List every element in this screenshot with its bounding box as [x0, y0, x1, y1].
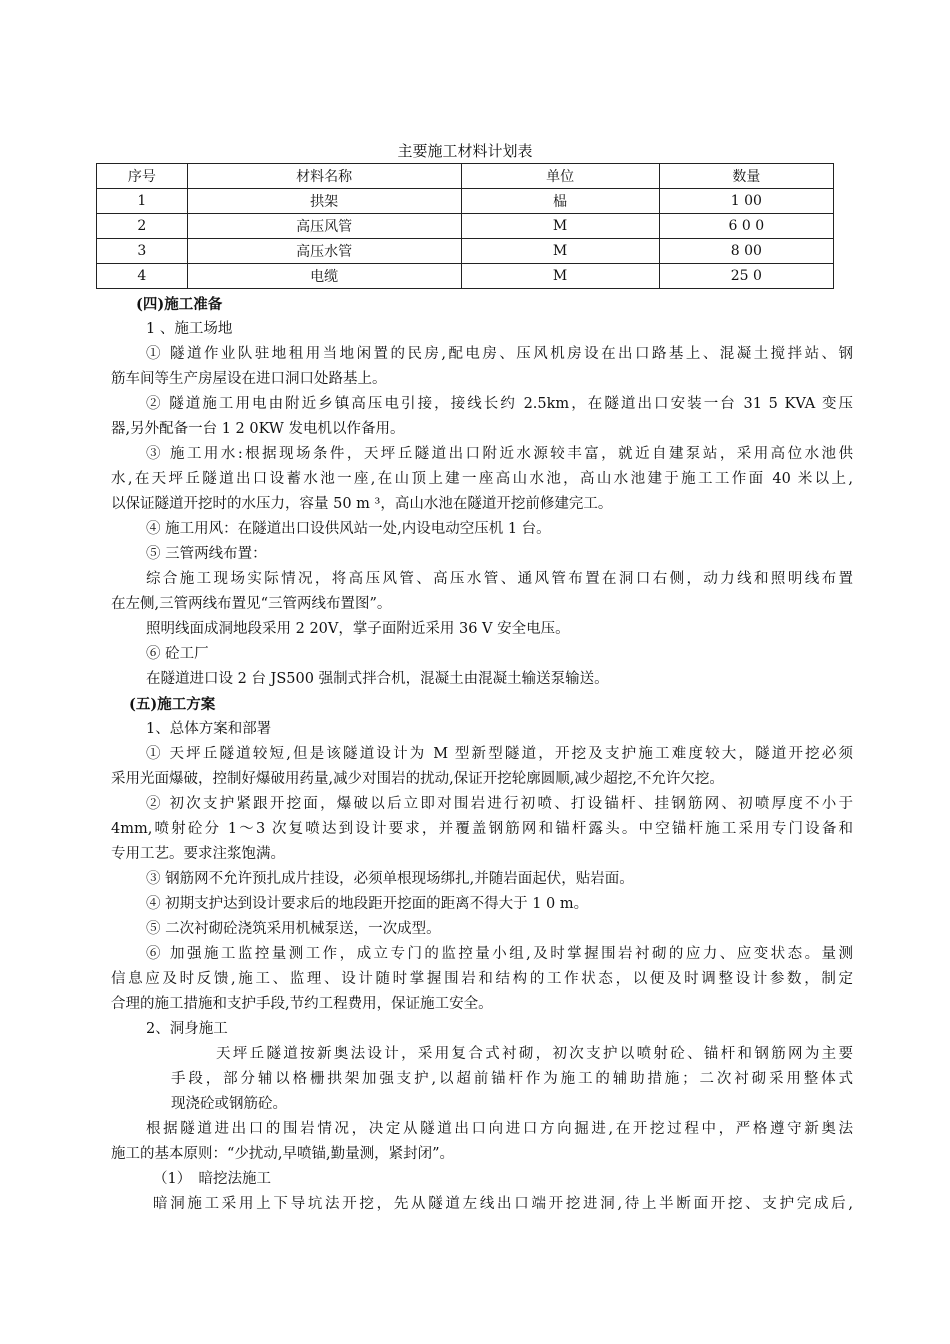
paragraph-line: ④ 初期支护达到设计要求后的地段距开挖面的距离不得大于 1 0 m。 — [146, 896, 589, 912]
header-material: 材料名称 — [187, 164, 461, 189]
materials-table — [96, 163, 834, 289]
paragraph-line: 现浇砼或钢筋砼。 — [171, 1096, 287, 1112]
paragraph-line: 天坪丘隧道按新奥法设计，采用复合式衬砌，初次支护以喷射砼、锚杆和钢筋网为主要 — [216, 1046, 853, 1062]
cell-quantity: 1 00 — [659, 189, 833, 214]
cell-material: 电缆 — [187, 264, 461, 289]
table-row — [97, 214, 834, 239]
cell-index: 2 — [97, 214, 188, 239]
table-header-row — [97, 164, 834, 189]
cell-index: 1 — [97, 189, 188, 214]
header-quantity: 数量 — [659, 164, 833, 189]
subheading: （1） 暗挖法施工 — [153, 1171, 271, 1187]
table-title: 主要施工材料计划表 — [397, 142, 533, 160]
paragraph-line: 根据隧道进出口的围岩情况，决定从隧道出口向进口方向掘进,在开挖过程中，严格遵守新奥法 — [146, 1121, 853, 1137]
paragraph-line: ① 天坪丘隧道较短,但是该隧道设计为 M 型新型隧道，开挖及支护施工难度较大，隧道开挖必须 — [146, 746, 853, 762]
paragraph-line: 4mm,喷射砼分 1～3 次复喷达到设计要求，并覆盖钢筋网和锚杆露头。中空锚杆施工采用专门设备和 — [111, 821, 853, 837]
paragraph-line: 在隧道进口设 2 台 JS500 强制式拌合机，混凝土由混凝土输送泵输送。 — [146, 671, 609, 687]
paragraph-line: 暗洞施工采用上下导坑法开挖，先从隧道左线出口端开挖进洞,待上半断面开挖、支护完成后, — [153, 1196, 853, 1212]
paragraph-line: 施工的基本原则：“少扰动,早喷锚,勤量测，紧封闭”。 — [111, 1146, 455, 1162]
cell-quantity: 6 0 0 — [659, 214, 833, 239]
paragraph-line: ⑤ 三管两线布置： — [146, 546, 267, 562]
paragraph-line: ⑥ 砼工厂 — [146, 646, 209, 662]
paragraph-line: 以保证隧道开挖时的水压力，容量 50 m ³，高山水池在隧道开挖前修建完工。 — [111, 496, 613, 512]
cell-unit: M — [461, 239, 659, 264]
paragraph-line: 筋车间等生产房屋设在进口洞口处路基上。 — [111, 371, 387, 387]
paragraph-line: ② 初次支护紧跟开挖面，爆破以后立即对围岩进行初喷、打设锚杆、挂钢筋网、初喷厚度不小于 — [146, 796, 853, 812]
cell-material: 高压风管 — [187, 214, 461, 239]
paragraph-line: ④ 施工用风：在隧道出口设供风站一处,内设电动空压机 1 台。 — [146, 521, 551, 537]
paragraph-line: ⑤ 二次衬砌砼浇筑采用机械泵送，一次成型。 — [146, 921, 441, 937]
paragraph-line: 水,在天坪丘隧道出口设蓄水池一座,在山顶上建一座高山水池，高山水池建于施工工作面 40 米以上, — [111, 471, 853, 487]
table-row — [97, 264, 834, 289]
paragraph-line: 合理的施工措施和支护手段,节约工程费用，保证施工安全。 — [111, 996, 493, 1012]
paragraph-line: 专用工艺。要求注浆饱满。 — [111, 846, 285, 862]
paragraph-line: ⑥ 加强施工监控量测工作，成立专门的监控量小组,及时掌握围岩衬砌的应力、应变状态。量测 — [146, 946, 853, 962]
cell-index: 4 — [97, 264, 188, 289]
paragraph-line: 手段，部分辅以格栅拱架加强支护,以超前锚杆作为施工的辅助措施；二次衬砌采用整体式 — [171, 1071, 853, 1087]
paragraph-line: 信息应及时反馈,施工、监理、设计随时掌握围岩和结构的工作状态，以便及时调整设计参数，制定 — [111, 971, 853, 987]
body-text — [111, 292, 853, 1217]
paragraph-line: ① 隧道作业队驻地租用当地闲置的民房,配电房、压风机房设在出口路基上、混凝土搅拌站、钢 — [146, 346, 853, 362]
paragraph-line: 照明线面成洞地段采用 2 20V，掌子面附近采用 36 V 安全电压。 — [146, 621, 570, 637]
subheading: 1、总体方案和部署 — [146, 721, 272, 737]
paragraph-line: 在左侧,三管两线布置见“三管两线布置图”。 — [111, 596, 392, 612]
section-heading: (五)施工方案 — [129, 696, 216, 713]
subheading: 2、洞身施工 — [146, 1021, 228, 1037]
cell-quantity: 8 00 — [659, 239, 833, 264]
cell-index: 3 — [97, 239, 188, 264]
cell-unit: M — [461, 264, 659, 289]
table-row — [97, 239, 834, 264]
cell-unit: M — [461, 214, 659, 239]
cell-material: 高压水管 — [187, 239, 461, 264]
section-heading: (四)施工准备 — [136, 296, 223, 313]
header-index: 序号 — [97, 164, 188, 189]
paragraph-line: 器,另外配备一台 1 2 0KW 发电机以作备用。 — [111, 421, 405, 437]
paragraph-line: ② 隧道施工用电由附近乡镇高压电引接，接线长约 2.5km，在隧道出口安装一台 31 5 KVA 变压 — [146, 396, 853, 412]
cell-unit: 榀 — [461, 189, 659, 214]
subheading: 1 、施工场地 — [146, 321, 233, 337]
cell-quantity: 25 0 — [659, 264, 833, 289]
header-unit: 单位 — [461, 164, 659, 189]
cell-material: 拱架 — [187, 189, 461, 214]
paragraph-line: 综合施工现场实际情况，将高压风管、高压水管、通风管布置在洞口右侧，动力线和照明线布置 — [146, 571, 853, 587]
paragraph-line: 采用光面爆破，控制好爆破用药量,减少对围岩的扰动,保证开挖轮廓圆顺,减少超挖,不允许欠挖。 — [111, 771, 724, 787]
table-row — [97, 189, 834, 214]
paragraph-line: ③ 钢筋网不允许预扎成片挂设，必须单根现场绑扎,并随岩面起伏，贴岩面。 — [146, 871, 634, 887]
paragraph-line: ③ 施工用水:根据现场条件，天坪丘隧道出口附近水源较丰富，就近自建泵站，采用高位水池供 — [146, 446, 853, 462]
